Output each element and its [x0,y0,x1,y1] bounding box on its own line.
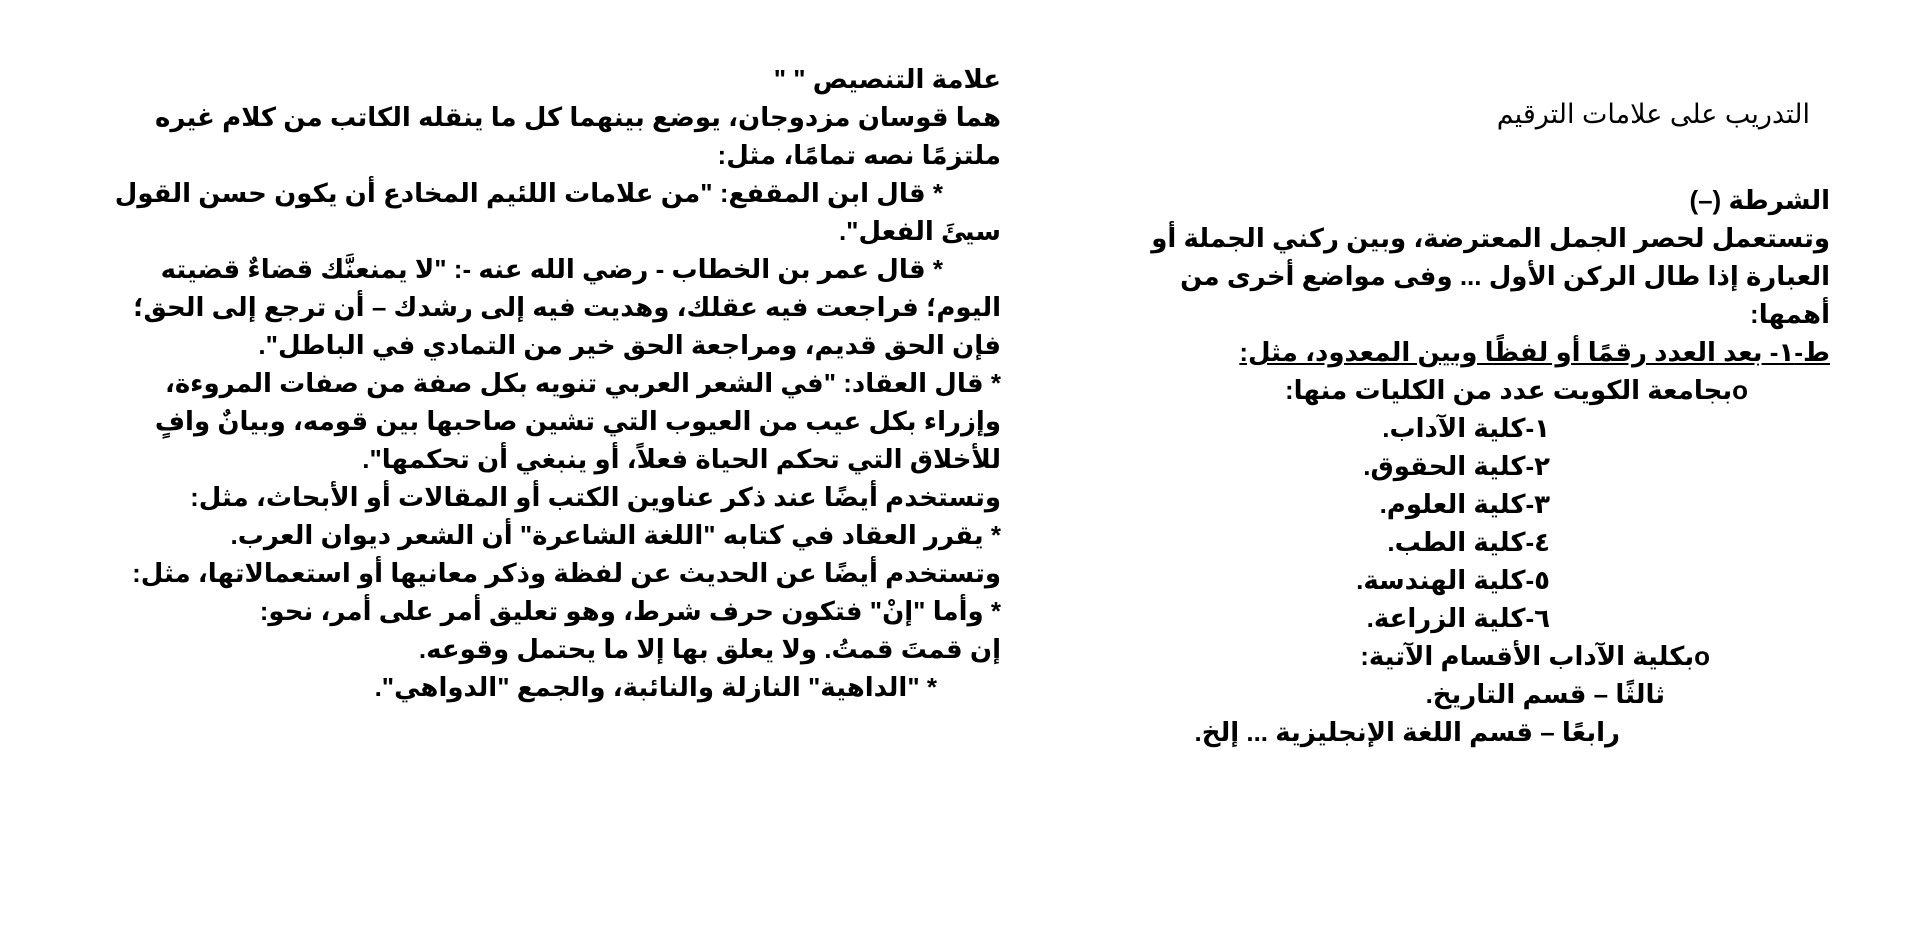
quotation-marks-section [96,60,1001,706]
list-item: ٥-كلية الهندسة. [1356,565,1550,595]
example-line: * قال العقاد: "في الشعر العربي تنويه بكل صفة من صفات المروءة، [164,368,1001,398]
paragraph-line: العبارة إذا طال الركن الأول ... وفى مواضع أخرى من [1180,261,1830,291]
section-heading-quotation: علامة التنصيص " " [773,64,1001,94]
subheading: ط-١- بعد العدد رقمًا أو لفظًا وبين المعدود، مثل: [1239,337,1830,367]
example-line: * قال عمر بن الخطاب - رضي الله عنه -: "لا يمنعنَّك قضاءٌ قضيته [160,254,943,284]
dash-section [1130,95,1830,751]
list-item: ١-كلية الآداب. [1382,413,1550,443]
example-line: * قال ابن المقفع: "من علامات اللئيم المخادع أن يكون حسن القول [114,178,943,208]
paragraph-line: وتستعمل لحصر الجمل المعترضة، وبين ركني الجملة أو [1151,223,1830,253]
example-line: * "الداهية" النازلة والنائبة، والجمع "الدواهي". [374,672,937,702]
page-title: التدريب على علامات الترقيم [1496,99,1810,129]
paragraph-line: ملتزمًا نصه تمامًا، مثل: [717,140,1001,170]
list-item: ثالثًا – قسم التاريخ. [1425,679,1665,709]
list-item: ٦-كلية الزراعة. [1366,603,1550,633]
list-item: ٣-كلية العلوم. [1379,489,1550,519]
list-item: ٢-كلية الحقوق. [1363,451,1550,481]
list-item: ٤-كلية الطب. [1387,527,1550,557]
bullet-item: oبجامعة الكويت عدد من الكليات منها: [1284,375,1748,405]
paragraph-line: وتستخدم أيضًا عن الحديث عن لفظة وذكر معانيها أو استعمالاتها، مثل: [132,558,1001,588]
example-line: فإن الحق قديم، ومراجعة الحق خير من التمادي في الباطل". [258,330,1001,360]
spacer [1130,133,1830,181]
list-item: رابعًا – قسم اللغة الإنجليزية ... إلخ. [1194,717,1620,747]
paragraph-line: وتستخدم أيضًا عند ذكر عناوين الكتب أو المقالات أو الأبحاث، مثل: [190,482,1001,512]
example-line: وإزراء بكل عيب من العيوب التي تشين صاحبها بين قومه، وبيانٌ وافٍ [154,406,1001,436]
example-line: للأخلاق التي تحكم الحياة فعلاً، أو ينبغي أن تحكمها". [362,444,1001,474]
example-line: إن قمتَ قمتُ. ولا يعلق بها إلا ما يحتمل وقوعه. [418,634,1001,664]
example-line: سيئَ الفعل". [838,216,1001,246]
section-heading-dash: الشرطة (–) [1689,185,1830,215]
bullet-item: oبكلية الآداب الأقسام الآتية: [1360,641,1710,671]
example-line: * وأما "إنْ" فتكون حرف شرط، وهو تعليق أمر على أمر، نحو: [259,596,1001,626]
example-line: اليوم؛ فراجعت فيه عقلك، وهديت فيه إلى رشدك – أن ترجع إلى الحق؛ [133,292,1001,322]
paragraph-line: هما قوسان مزدوجان، يوضع بينهما كل ما ينقله الكاتب من كلام غيره [155,102,1001,132]
example-line: * يقرر العقاد في كتابه "اللغة الشاعرة" أن الشعر ديوان العرب. [230,520,1001,550]
paragraph-line: أهمها: [1750,299,1830,329]
